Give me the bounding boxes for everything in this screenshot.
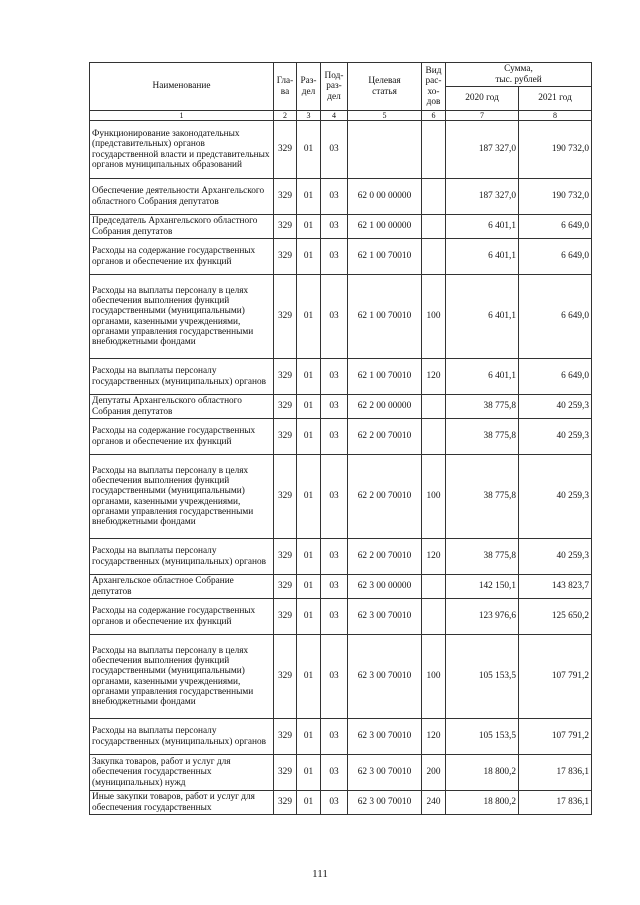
row-expense-type-cell: 240	[422, 791, 446, 815]
row-amount-2020-cell: 38 775,8	[446, 539, 519, 575]
table-row	[90, 395, 592, 419]
table-row	[90, 239, 592, 275]
row-chapter-cell: 329	[274, 599, 297, 635]
row-subsection-cell: 03	[321, 719, 348, 755]
table-row	[90, 719, 592, 755]
row-name-cell: Расходы на содержание государственных органов и обеспечение их функций	[90, 419, 274, 455]
table-row	[90, 419, 592, 455]
row-name-cell: Депутаты Архангельского областного Собрания депутатов	[90, 395, 274, 419]
table-row	[90, 455, 592, 539]
row-amount-2021-cell: 40 259,3	[519, 539, 592, 575]
row-expense-type-cell: 100	[422, 635, 446, 719]
row-expense-type-cell: 120	[422, 719, 446, 755]
row-section-cell: 01	[297, 719, 321, 755]
row-section-cell: 01	[297, 179, 321, 215]
row-name-cell: Расходы на содержание государственных органов и обеспечение их функций	[90, 599, 274, 635]
row-name-cell: Обеспечение деятельности Архангельского областного Собрания депутатов	[90, 179, 274, 215]
row-section-cell: 01	[297, 419, 321, 455]
column-number-cell: 5	[348, 111, 422, 121]
row-section-cell: 01	[297, 395, 321, 419]
row-section-cell: 01	[297, 121, 321, 179]
table-row	[90, 215, 592, 239]
header-subsection: Под- раз- дел	[321, 63, 348, 111]
row-amount-2021-cell: 125 650,2	[519, 599, 592, 635]
row-subsection-cell: 03	[321, 239, 348, 275]
row-target-article-cell: 62 2 00 70010	[348, 455, 422, 539]
row-amount-2021-cell: 6 649,0	[519, 359, 592, 395]
table-row	[90, 179, 592, 215]
table-row	[90, 791, 592, 815]
row-amount-2020-cell: 6 401,1	[446, 275, 519, 359]
row-amount-2020-cell: 105 153,5	[446, 635, 519, 719]
row-chapter-cell: 329	[274, 755, 297, 791]
row-target-article-cell: 62 3 00 70010	[348, 755, 422, 791]
row-amount-2021-cell: 190 732,0	[519, 121, 592, 179]
row-section-cell: 01	[297, 791, 321, 815]
row-amount-2021-cell: 6 649,0	[519, 275, 592, 359]
row-name-cell: Расходы на выплаты персоналу в целях обеспечения выполнения функций государственными (муниципальными) органами, казенными учреждениями, органами управления государственными внебюджетными фондами	[90, 275, 274, 359]
row-subsection-cell: 03	[321, 121, 348, 179]
column-number-cell: 2	[274, 111, 297, 121]
row-chapter-cell: 329	[274, 539, 297, 575]
row-name-cell: Председатель Архангельского областного Собрания депутатов	[90, 215, 274, 239]
row-chapter-cell: 329	[274, 791, 297, 815]
row-amount-2020-cell: 6 401,1	[446, 359, 519, 395]
row-amount-2021-cell: 6 649,0	[519, 215, 592, 239]
row-name-cell: Расходы на выплаты персоналу в целях обеспечения выполнения функций государственными (муниципальными) органами, казенными учреждениями, органами управления государственными внебюджетными фондами	[90, 635, 274, 719]
row-name-cell: Расходы на содержание государственных органов и обеспечение их функций	[90, 239, 274, 275]
row-chapter-cell: 329	[274, 239, 297, 275]
row-subsection-cell: 03	[321, 275, 348, 359]
row-section-cell: 01	[297, 599, 321, 635]
row-section-cell: 01	[297, 215, 321, 239]
table-row	[90, 121, 592, 179]
row-amount-2021-cell: 107 791,2	[519, 635, 592, 719]
row-amount-2021-cell: 17 836,1	[519, 791, 592, 815]
row-expense-type-cell	[422, 395, 446, 419]
row-name-cell: Расходы на выплаты персоналу государственных (муниципальных) органов	[90, 359, 274, 395]
header-amount: Сумма, тыс. рублей	[446, 63, 592, 87]
column-number-cell: 1	[90, 111, 274, 121]
row-expense-type-cell	[422, 215, 446, 239]
row-expense-type-cell: 120	[422, 359, 446, 395]
table-row	[90, 755, 592, 791]
row-amount-2020-cell: 123 976,6	[446, 599, 519, 635]
row-subsection-cell: 03	[321, 215, 348, 239]
column-number-row	[90, 111, 592, 121]
row-subsection-cell: 03	[321, 575, 348, 599]
row-chapter-cell: 329	[274, 395, 297, 419]
page-number: 111	[312, 868, 328, 880]
header-section: Раз- дел	[297, 63, 321, 111]
row-name-cell: Расходы на выплаты персоналу в целях обеспечения выполнения функций государственными (муниципальными) органами, казенными учреждениями, органами управления государственными внебюджетными фондами	[90, 455, 274, 539]
header-year-2021: 2021 год	[519, 87, 592, 111]
row-chapter-cell: 329	[274, 455, 297, 539]
row-amount-2021-cell: 143 823,7	[519, 575, 592, 599]
row-target-article-cell: 62 1 00 00000	[348, 215, 422, 239]
header-target-article: Целевая статья	[348, 63, 422, 111]
row-amount-2021-cell: 17 836,1	[519, 755, 592, 791]
row-target-article-cell	[348, 121, 422, 179]
table-row	[90, 359, 592, 395]
header-name: Наименование	[90, 63, 274, 111]
table-row	[90, 575, 592, 599]
row-chapter-cell: 329	[274, 179, 297, 215]
row-target-article-cell: 62 1 00 70010	[348, 275, 422, 359]
row-target-article-cell: 62 0 00 00000	[348, 179, 422, 215]
row-subsection-cell: 03	[321, 395, 348, 419]
row-name-cell: Функционирование законодательных (представительных) органов государственной власти и представительных органов муниципальных образований	[90, 121, 274, 179]
row-target-article-cell: 62 3 00 70010	[348, 635, 422, 719]
row-amount-2021-cell: 6 649,0	[519, 239, 592, 275]
row-expense-type-cell	[422, 575, 446, 599]
row-section-cell: 01	[297, 539, 321, 575]
row-name-cell: Иные закупки товаров, работ и услуг для обеспечения государственных	[90, 791, 274, 815]
row-amount-2020-cell: 18 800,2	[446, 791, 519, 815]
header-expense-type: Вид рас- хо- дов	[422, 63, 446, 111]
column-number-cell: 6	[422, 111, 446, 121]
row-subsection-cell: 03	[321, 791, 348, 815]
row-amount-2020-cell: 142 150,1	[446, 575, 519, 599]
row-target-article-cell: 62 2 00 70010	[348, 419, 422, 455]
row-subsection-cell: 03	[321, 455, 348, 539]
row-section-cell: 01	[297, 275, 321, 359]
row-expense-type-cell: 100	[422, 275, 446, 359]
row-amount-2020-cell: 38 775,8	[446, 455, 519, 539]
table-row	[90, 275, 592, 359]
row-target-article-cell: 62 1 00 70010	[348, 359, 422, 395]
budget-table	[89, 62, 592, 815]
row-section-cell: 01	[297, 635, 321, 719]
row-chapter-cell: 329	[274, 719, 297, 755]
row-amount-2021-cell: 40 259,3	[519, 419, 592, 455]
row-target-article-cell: 62 3 00 70010	[348, 719, 422, 755]
row-amount-2020-cell: 187 327,0	[446, 179, 519, 215]
table-row	[90, 539, 592, 575]
header-year-2020: 2020 год	[446, 87, 519, 111]
row-expense-type-cell	[422, 179, 446, 215]
row-chapter-cell: 329	[274, 359, 297, 395]
table-header	[90, 63, 592, 121]
row-expense-type-cell: 120	[422, 539, 446, 575]
row-name-cell: Расходы на выплаты персоналу государственных (муниципальных) органов	[90, 719, 274, 755]
table-row	[90, 599, 592, 635]
row-subsection-cell: 03	[321, 359, 348, 395]
row-amount-2021-cell: 107 791,2	[519, 719, 592, 755]
row-amount-2021-cell: 190 732,0	[519, 179, 592, 215]
row-amount-2020-cell: 6 401,1	[446, 239, 519, 275]
column-number-cell: 3	[297, 111, 321, 121]
row-target-article-cell: 62 2 00 70010	[348, 539, 422, 575]
row-expense-type-cell: 100	[422, 455, 446, 539]
row-subsection-cell: 03	[321, 599, 348, 635]
row-amount-2021-cell: 40 259,3	[519, 455, 592, 539]
row-chapter-cell: 329	[274, 121, 297, 179]
row-expense-type-cell	[422, 239, 446, 275]
row-section-cell: 01	[297, 755, 321, 791]
row-expense-type-cell	[422, 419, 446, 455]
row-name-cell: Закупка товаров, работ и услуг для обеспечения государственных (муниципальных) нужд	[90, 755, 274, 791]
row-section-cell: 01	[297, 359, 321, 395]
budget-table-container	[89, 62, 591, 815]
row-chapter-cell: 329	[274, 215, 297, 239]
row-subsection-cell: 03	[321, 179, 348, 215]
row-subsection-cell: 03	[321, 539, 348, 575]
row-amount-2020-cell: 105 153,5	[446, 719, 519, 755]
row-target-article-cell: 62 1 00 70010	[348, 239, 422, 275]
row-amount-2020-cell: 18 800,2	[446, 755, 519, 791]
row-name-cell: Архангельское областное Собрание депутатов	[90, 575, 274, 599]
row-target-article-cell: 62 2 00 00000	[348, 395, 422, 419]
column-number-cell: 4	[321, 111, 348, 121]
row-chapter-cell: 329	[274, 275, 297, 359]
row-chapter-cell: 329	[274, 575, 297, 599]
row-name-cell: Расходы на выплаты персоналу государственных (муниципальных) органов	[90, 539, 274, 575]
row-section-cell: 01	[297, 239, 321, 275]
table-row	[90, 635, 592, 719]
row-target-article-cell: 62 3 00 00000	[348, 575, 422, 599]
row-amount-2021-cell: 40 259,3	[519, 395, 592, 419]
row-chapter-cell: 329	[274, 419, 297, 455]
row-expense-type-cell: 200	[422, 755, 446, 791]
row-subsection-cell: 03	[321, 419, 348, 455]
header-chapter: Гла- ва	[274, 63, 297, 111]
row-amount-2020-cell: 6 401,1	[446, 215, 519, 239]
row-chapter-cell: 329	[274, 635, 297, 719]
row-subsection-cell: 03	[321, 635, 348, 719]
row-section-cell: 01	[297, 455, 321, 539]
row-target-article-cell: 62 3 00 70010	[348, 599, 422, 635]
table-body	[90, 121, 592, 815]
row-amount-2020-cell: 38 775,8	[446, 395, 519, 419]
column-number-cell: 7	[446, 111, 519, 121]
row-expense-type-cell	[422, 599, 446, 635]
row-amount-2020-cell: 38 775,8	[446, 419, 519, 455]
row-section-cell: 01	[297, 575, 321, 599]
row-subsection-cell: 03	[321, 755, 348, 791]
row-amount-2020-cell: 187 327,0	[446, 121, 519, 179]
column-number-cell: 8	[519, 111, 592, 121]
row-expense-type-cell	[422, 121, 446, 179]
row-target-article-cell: 62 3 00 70010	[348, 791, 422, 815]
